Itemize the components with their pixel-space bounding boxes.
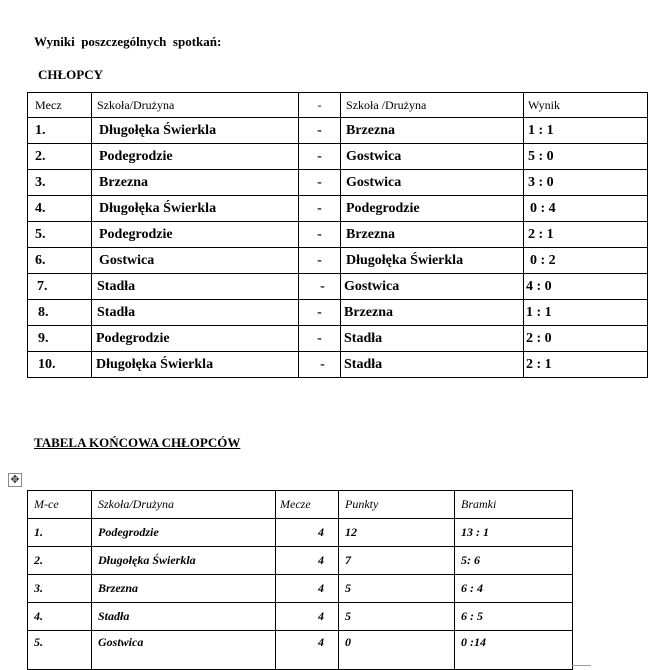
standing-matches: 4 bbox=[276, 603, 339, 631]
match-score: 2 : 1 bbox=[524, 352, 648, 378]
match-team-away: Brzezna bbox=[341, 118, 524, 144]
table-row bbox=[28, 248, 648, 274]
standing-matches: 4 bbox=[276, 519, 339, 547]
match-score: 3 : 0 bbox=[524, 170, 648, 196]
standing-points: 7 bbox=[339, 547, 455, 575]
table-end-marker bbox=[572, 665, 591, 666]
match-team-away: Gostwica bbox=[341, 170, 524, 196]
table-header-row bbox=[28, 93, 648, 118]
standing-team: Stadła bbox=[92, 603, 276, 631]
header-cell-goals: Bramki bbox=[455, 491, 573, 519]
match-dash: - bbox=[299, 300, 341, 326]
match-number: 4. bbox=[28, 196, 92, 222]
match-number: 5. bbox=[28, 222, 92, 248]
matches-table bbox=[27, 92, 648, 378]
match-dash: - bbox=[299, 196, 341, 222]
match-team-away: Długołęka Świerkla bbox=[341, 248, 524, 274]
standing-place: 2. bbox=[28, 547, 92, 575]
match-score: 1 : 1 bbox=[524, 118, 648, 144]
table-header-row bbox=[28, 491, 573, 519]
table-row bbox=[28, 326, 648, 352]
match-team-away: Brzezna bbox=[341, 300, 524, 326]
standing-matches: 4 bbox=[276, 575, 339, 603]
match-team-home: Podegrodzie bbox=[92, 222, 299, 248]
match-team-home: Długołęka Świerkla bbox=[92, 118, 299, 144]
match-team-away: Stadła bbox=[341, 352, 524, 378]
match-team-home: Długołęka Świerkla bbox=[92, 352, 299, 378]
standing-place: 1. bbox=[28, 519, 92, 547]
match-score: 2 : 0 bbox=[524, 326, 648, 352]
match-dash: - bbox=[299, 248, 341, 274]
standing-matches: 4 bbox=[276, 631, 339, 670]
match-number: 10. bbox=[28, 352, 92, 378]
match-dash: - bbox=[299, 144, 341, 170]
table-row bbox=[28, 631, 573, 670]
header-cell-dash: - bbox=[299, 93, 341, 118]
match-dash: - bbox=[299, 170, 341, 196]
match-dash: - bbox=[299, 118, 341, 144]
match-number: 7. bbox=[28, 274, 92, 300]
standing-points: 5 bbox=[339, 603, 455, 631]
match-score: 5 : 0 bbox=[524, 144, 648, 170]
match-team-home: Brzezna bbox=[92, 170, 299, 196]
standing-team: Długołęka Świerkla bbox=[92, 547, 276, 575]
match-team-away: Gostwica bbox=[341, 274, 524, 300]
match-team-away: Brzezna bbox=[341, 222, 524, 248]
header-cell-matches: Mecze bbox=[276, 491, 339, 519]
table-row bbox=[28, 196, 648, 222]
table-row bbox=[28, 603, 573, 631]
match-score: 4 : 0 bbox=[524, 274, 648, 300]
standing-goals: 6 : 5 bbox=[455, 603, 573, 631]
match-number: 8. bbox=[28, 300, 92, 326]
table-row bbox=[28, 575, 573, 603]
header-cell-place: M-ce bbox=[28, 491, 92, 519]
standing-goals: 0 :14 bbox=[455, 631, 573, 670]
standings-title: TABELA KOŃCOWA CHŁOPCÓW bbox=[34, 435, 241, 450]
header-cell-score: Wynik bbox=[524, 93, 648, 118]
table-row bbox=[28, 222, 648, 248]
match-team-home: Stadła bbox=[92, 274, 299, 300]
standing-team: Gostwica bbox=[92, 631, 276, 670]
match-team-home: Podegrodzie bbox=[92, 326, 299, 352]
match-team-home: Długołęka Świerkla bbox=[92, 196, 299, 222]
standing-goals: 5: 6 bbox=[455, 547, 573, 575]
header-cell-match: Mecz bbox=[28, 93, 92, 118]
header-cell-points: Punkty bbox=[339, 491, 455, 519]
match-team-away: Podegrodzie bbox=[341, 196, 524, 222]
standing-place: 3. bbox=[28, 575, 92, 603]
match-score: 2 : 1 bbox=[524, 222, 648, 248]
standing-place: 4. bbox=[28, 603, 92, 631]
standing-points: 12 bbox=[339, 519, 455, 547]
table-row bbox=[28, 274, 648, 300]
standing-matches: 4 bbox=[276, 547, 339, 575]
match-dash: - bbox=[299, 222, 341, 248]
table-row bbox=[28, 170, 648, 196]
table-row bbox=[28, 547, 573, 575]
match-number: 9. bbox=[28, 326, 92, 352]
match-team-home: Stadła bbox=[92, 300, 299, 326]
standing-goals: 13 : 1 bbox=[455, 519, 573, 547]
standing-team: Podegrodzie bbox=[92, 519, 276, 547]
table-row bbox=[28, 300, 648, 326]
match-team-home: Podegrodzie bbox=[92, 144, 299, 170]
match-team-away: Gostwica bbox=[341, 144, 524, 170]
match-number: 6. bbox=[28, 248, 92, 274]
standing-goals: 6 : 4 bbox=[455, 575, 573, 603]
standing-team: Brzezna bbox=[92, 575, 276, 603]
header-cell-team: Szkoła/Drużyna bbox=[92, 491, 276, 519]
table-row bbox=[28, 519, 573, 547]
header-cell-team2: Szkoła /Drużyna bbox=[341, 93, 524, 118]
match-dash: - bbox=[299, 274, 341, 300]
match-dash: - bbox=[299, 352, 341, 378]
match-number: 1. bbox=[28, 118, 92, 144]
match-score: 0 : 4 bbox=[524, 196, 648, 222]
header-cell-team1: Szkoła/Drużyna bbox=[92, 93, 299, 118]
table-row bbox=[28, 118, 648, 144]
match-team-home: Gostwica bbox=[92, 248, 299, 274]
section-label-boys: CHŁOPCY bbox=[38, 67, 103, 82]
match-number: 2. bbox=[28, 144, 92, 170]
match-dash: - bbox=[299, 326, 341, 352]
standing-place: 5. bbox=[28, 631, 92, 670]
match-score: 0 : 2 bbox=[524, 248, 648, 274]
match-number: 3. bbox=[28, 170, 92, 196]
page-heading: Wyniki poszczególnych spotkań: bbox=[34, 34, 222, 49]
standings-table bbox=[27, 490, 573, 670]
move-arrows-icon[interactable]: ✥ bbox=[8, 473, 22, 487]
standing-points: 0 bbox=[339, 631, 455, 670]
match-team-away: Stadła bbox=[341, 326, 524, 352]
match-score: 1 : 1 bbox=[524, 300, 648, 326]
table-row bbox=[28, 352, 648, 378]
standing-points: 5 bbox=[339, 575, 455, 603]
table-row bbox=[28, 144, 648, 170]
